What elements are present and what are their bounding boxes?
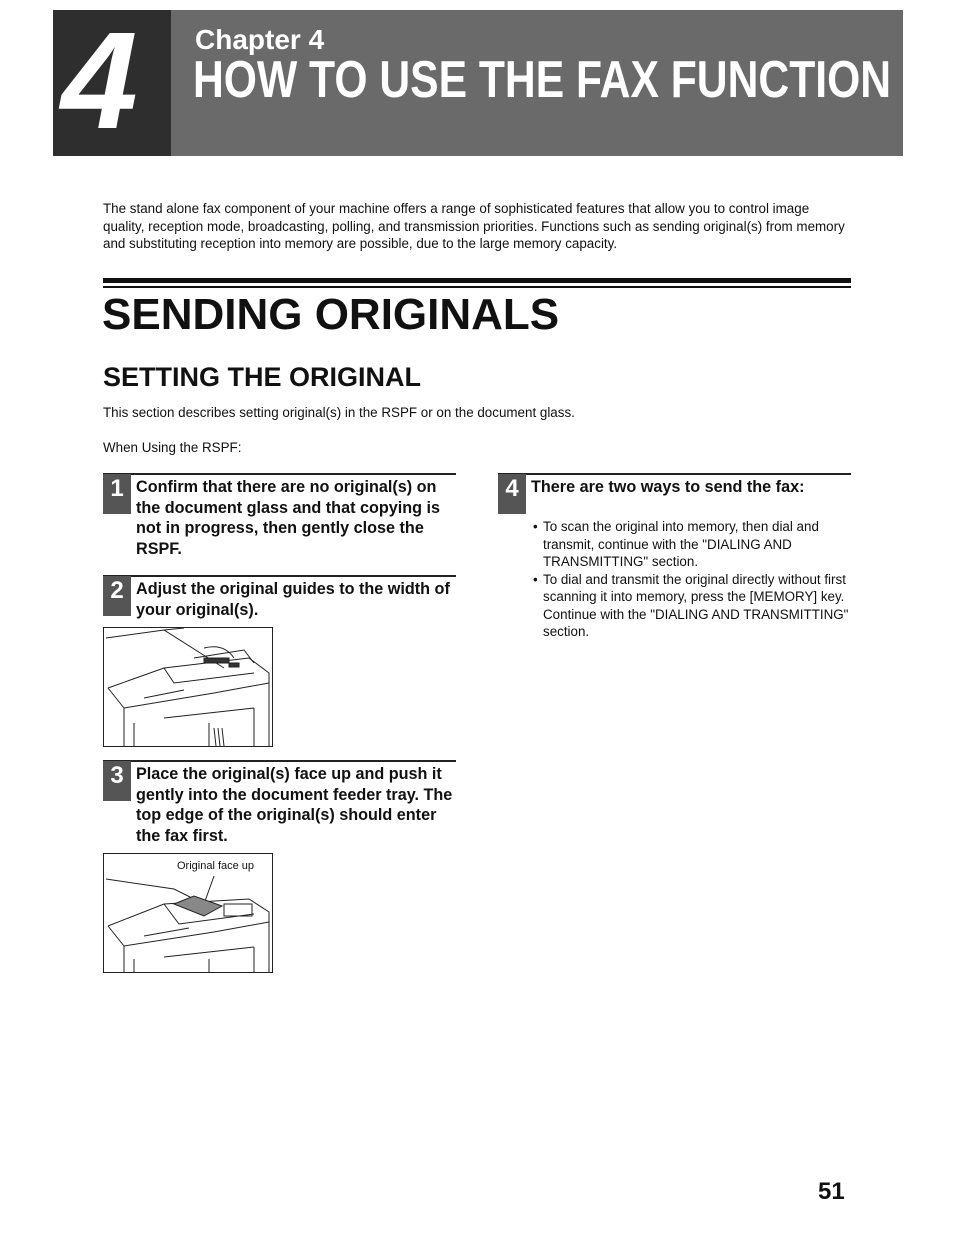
step-divider	[103, 575, 456, 577]
step-text: Adjust the original guides to the width of your original(s).	[136, 580, 450, 619]
list-item	[533, 518, 851, 571]
step-1	[103, 473, 456, 563]
step-3	[103, 760, 456, 852]
bullet-text: To scan the original into memory, then dial and transmit, continue with the "DIALING AND TRANSMITTING" section.	[543, 519, 819, 569]
bullet-dot: •	[533, 571, 538, 587]
step-number: 2	[103, 576, 131, 616]
step-number: 1	[103, 474, 131, 514]
step-number: 3	[103, 761, 131, 801]
bullet-text: To dial and transmit the original directly without first scanning it into memory, press the [MEMORY] key. Continue with the "DIALING AND TRANSMITTING" section.	[543, 571, 849, 639]
list-item	[533, 571, 851, 641]
step-number: 4	[498, 474, 526, 514]
section-rule	[103, 278, 851, 283]
copier-illustration-face-up	[103, 853, 273, 973]
step-text: Place the original(s) face up and push it gently into the document feeder tray. The top edge of the original(s) should enter the fax first.	[136, 765, 453, 845]
chapter-header	[53, 4, 903, 158]
chapter-number: 4	[61, 4, 138, 158]
chapter-title: HOW TO USE THE FAX FUNCTION	[193, 51, 892, 109]
rspf-label: When Using the RSPF:	[103, 440, 242, 455]
subsection-title: SETTING THE ORIGINAL	[103, 362, 422, 392]
section-title: SENDING ORIGINALS	[102, 290, 560, 339]
chapter-label: Chapter 4	[195, 24, 325, 55]
step-divider	[103, 760, 456, 762]
step-divider	[498, 473, 851, 475]
step-4	[498, 473, 851, 515]
illustration-caption: Original face up	[177, 860, 255, 872]
page-number: 51	[818, 1178, 845, 1205]
copier-illustration-guides	[103, 627, 273, 747]
chapter-number-box	[53, 4, 171, 158]
step-text: There are two ways to send the fax:	[531, 478, 805, 496]
intro-paragraph: The stand alone fax component of your machine offers a range of sophisticated features that allow you to control image quality, reception mode, broadcasting, polling, and transmission priorities. Functions such as sending original(s) from memory and substituting reception into memory are possible, due to the large memory capacity.	[103, 201, 845, 251]
bullet-dot: •	[533, 519, 538, 534]
step-divider	[103, 473, 456, 475]
step-2	[103, 575, 456, 625]
step-text: Confirm that there are no original(s) on the document glass and that copying is not in progress, then gently close the RSPF.	[136, 478, 441, 558]
step-4-bullets	[533, 518, 851, 641]
subsection-description: This section describes setting original(s) in the RSPF or on the document glass.	[103, 405, 575, 420]
section-rule-thin	[103, 286, 851, 288]
